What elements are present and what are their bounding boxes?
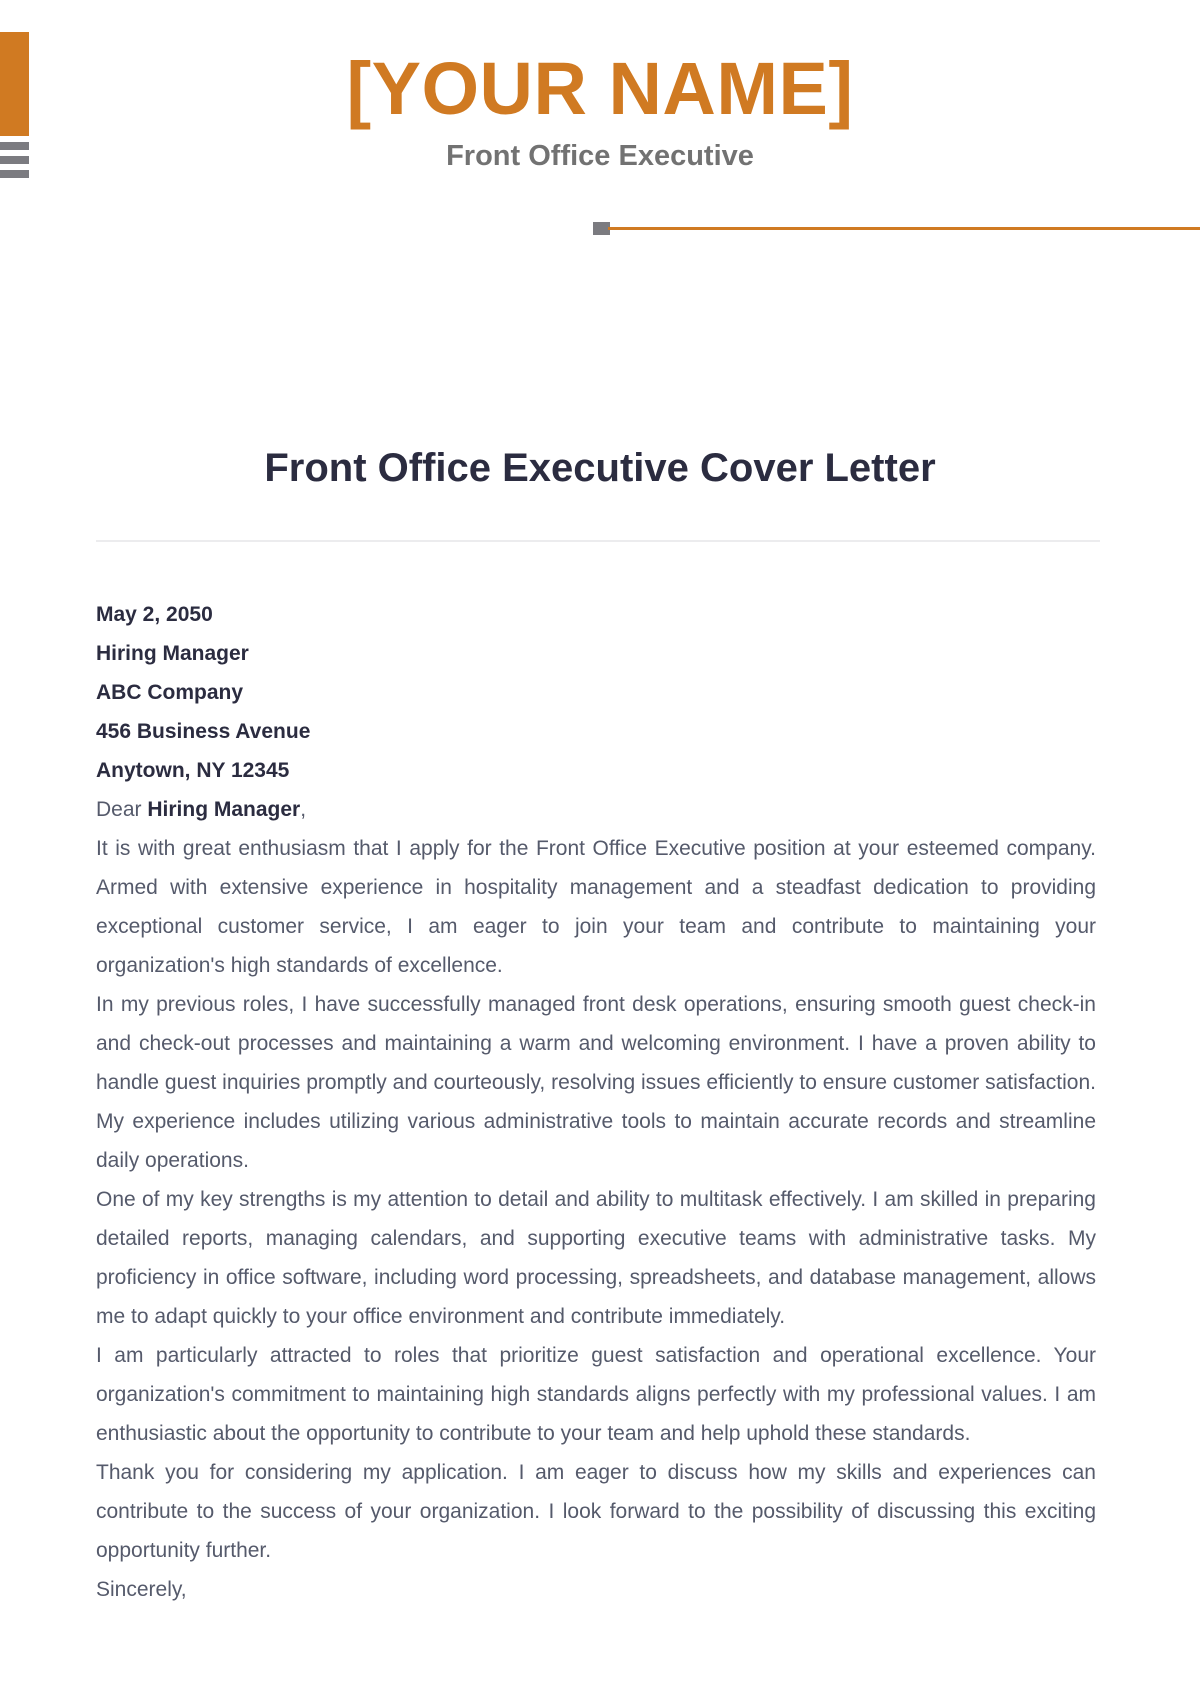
- salutation-suffix: ,: [300, 798, 307, 821]
- salutation-prefix: Dear: [96, 798, 148, 821]
- recipient-street: 456 Business Avenue: [96, 720, 311, 743]
- applicant-name: [YOUR NAME]: [346, 47, 854, 130]
- title-divider: [96, 540, 1100, 542]
- recipient-company: ABC Company: [96, 681, 244, 704]
- closing: Sincerely,: [96, 1578, 187, 1601]
- body-paragraph: Thank you for considering my application. I am eager to discuss how my skills and experiences can contribute to the success of your organization. I look forward to the possibility of discussing this exciting opportunity further.: [96, 1461, 1096, 1562]
- body-paragraph: One of my key strengths is my attention to detail and ability to multitask effectively. I am skilled in preparing detailed reports, managing calendars, and supporting executive teams with administrative tasks. My proficiency in office software, including word processing, spreadsheets, and database management, allows me to adapt quickly to your office environment and contribute immediately.: [96, 1188, 1096, 1328]
- document-title: Front Office Executive Cover Letter: [264, 446, 936, 490]
- body-paragraph: It is with great enthusiasm that I apply for the Front Office Executive position at your esteemed company. Armed with extensive experience in hospitality management and a steadfast dedication to providing exceptional customer service, I am eager to join your team and contribute to maintaining your organization's high standards of excellence.: [96, 837, 1096, 977]
- letter-date: May 2, 2050: [96, 603, 213, 626]
- recipient-city: Anytown, NY 12345: [96, 759, 290, 782]
- letter-body: [96, 595, 1096, 1609]
- salutation-name: Hiring Manager: [147, 798, 301, 821]
- body-paragraph: In my previous roles, I have successfully managed front desk operations, ensuring smooth guest check-in and check-out processes and maintaining a warm and welcoming environment. I have a proven ability to handle guest inquiries promptly and courteously, resolving issues efficiently to ensure customer satisfaction. My experience includes utilizing various administrative tools to maintain accurate records and streamline daily operations.: [96, 993, 1096, 1172]
- header-rule: [608, 227, 1200, 230]
- body-paragraph: I am particularly attracted to roles that prioritize guest satisfaction and operational excellence. Your organization's commitment to maintaining high standards aligns perfectly with my professional values. I am enthusiastic about the opportunity to contribute to your team and help uphold these standards.: [96, 1344, 1096, 1445]
- salutation: [96, 790, 1096, 829]
- recipient-contact: Hiring Manager: [96, 642, 249, 665]
- applicant-job-title: Front Office Executive: [446, 140, 754, 172]
